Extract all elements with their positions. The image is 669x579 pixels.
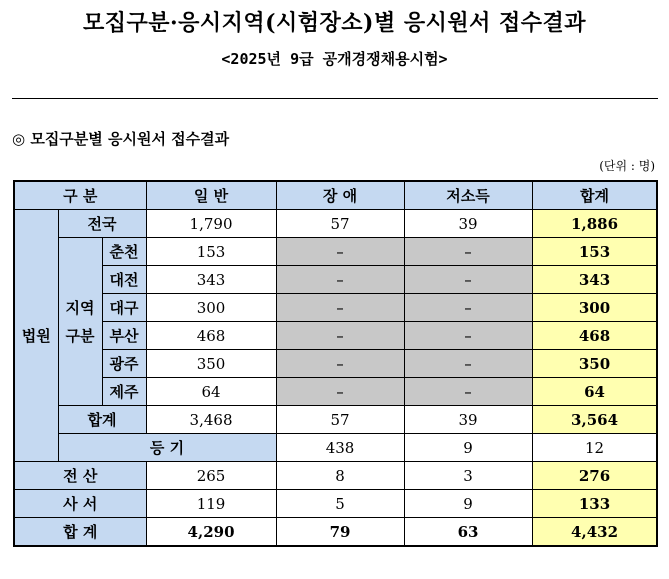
cell-general: 343	[146, 266, 276, 294]
cell-lowincome: 39	[404, 210, 532, 238]
row-label: 전국	[58, 210, 146, 238]
cell-disabled: –	[276, 238, 404, 266]
court-label: 법원	[14, 210, 58, 462]
cell-lowincome: –	[404, 266, 532, 294]
table-row-region	[14, 238, 657, 266]
cell-disabled: 57	[276, 210, 404, 238]
row-label: 합계	[58, 406, 146, 434]
cell-total: 153	[532, 238, 657, 266]
cell-disabled: 79	[276, 518, 404, 547]
cell-total: 276	[532, 462, 657, 490]
cell-disabled: 9	[404, 434, 532, 462]
cell-total: 64	[532, 378, 657, 406]
section-heading	[12, 128, 229, 149]
table-row-region	[14, 350, 657, 378]
header-category: 구 분	[14, 181, 146, 210]
header-disabled: 장 애	[276, 181, 404, 210]
cell-disabled: –	[276, 294, 404, 322]
results-table	[13, 180, 658, 547]
region-group-label	[58, 238, 102, 406]
table-row-region	[14, 322, 657, 350]
cell-general: 3,468	[146, 406, 276, 434]
cell-total: 3,564	[532, 406, 657, 434]
cell-lowincome: 39	[404, 406, 532, 434]
table-row	[14, 490, 657, 518]
header-total: 합계	[532, 181, 657, 210]
table-row-court-total	[14, 406, 657, 434]
row-label: 등 기	[58, 434, 276, 462]
cell-general: 153	[146, 238, 276, 266]
row-label: 전 산	[14, 462, 146, 490]
section-label: 모집구분별 응시원서 접수결과	[30, 130, 230, 148]
cell-total: 300	[532, 294, 657, 322]
page-subtitle: <2025년 9급 공개경쟁채용시험>	[221, 50, 448, 68]
row-label: 춘천	[102, 238, 146, 266]
cell-disabled: 57	[276, 406, 404, 434]
cell-total: 468	[532, 322, 657, 350]
cell-lowincome: –	[404, 350, 532, 378]
cell-general: 64	[146, 378, 276, 406]
cell-disabled: –	[276, 266, 404, 294]
cell-total: 350	[532, 350, 657, 378]
cell-disabled: 5	[276, 490, 404, 518]
table-row	[14, 462, 657, 490]
cell-lowincome: –	[404, 378, 532, 406]
cell-general: 350	[146, 350, 276, 378]
cell-disabled: –	[276, 322, 404, 350]
table-row-region	[14, 378, 657, 406]
divider	[12, 98, 658, 99]
cell-disabled: 8	[276, 462, 404, 490]
table-row-region	[14, 266, 657, 294]
cell-lowincome: 12	[532, 434, 657, 462]
cell-general: 300	[146, 294, 276, 322]
cell-lowincome: –	[404, 238, 532, 266]
table-header-row	[14, 181, 657, 210]
cell-lowincome: 63	[404, 518, 532, 547]
row-label: 사 서	[14, 490, 146, 518]
cell-total: 4,432	[532, 518, 657, 547]
region-label-1: 지역	[65, 298, 95, 317]
cell-lowincome: 9	[404, 490, 532, 518]
cell-total: 133	[532, 490, 657, 518]
cell-general: 438	[276, 434, 404, 462]
row-label: 합 계	[14, 518, 146, 547]
row-label: 제주	[102, 378, 146, 406]
row-label: 대전	[102, 266, 146, 294]
cell-lowincome: 3	[404, 462, 532, 490]
cell-general: 468	[146, 322, 276, 350]
page-title: 모집구분·응시지역(시험장소)별 응시원서 접수결과	[82, 10, 587, 36]
cell-general: 4,290	[146, 518, 276, 547]
row-label: 광주	[102, 350, 146, 378]
row-label: 대구	[102, 294, 146, 322]
cell-disabled: –	[276, 378, 404, 406]
cell-general: 1,790	[146, 210, 276, 238]
cell-total: 343	[532, 266, 657, 294]
row-label: 부산	[102, 322, 146, 350]
table-row	[14, 434, 657, 462]
header-lowincome: 저소득	[404, 181, 532, 210]
table-row-nation	[14, 210, 657, 238]
cell-lowincome: –	[404, 322, 532, 350]
table-row-region	[14, 294, 657, 322]
unit-note: (단위 : 명)	[599, 159, 655, 173]
region-label-2: 구분	[65, 326, 95, 345]
header-general: 일 반	[146, 181, 276, 210]
cell-lowincome: –	[404, 294, 532, 322]
cell-general: 265	[146, 462, 276, 490]
cell-general: 119	[146, 490, 276, 518]
double-circle-icon: ◎	[12, 130, 26, 148]
cell-total: 1,886	[532, 210, 657, 238]
table-row-grand-total	[14, 518, 657, 547]
cell-disabled: –	[276, 350, 404, 378]
